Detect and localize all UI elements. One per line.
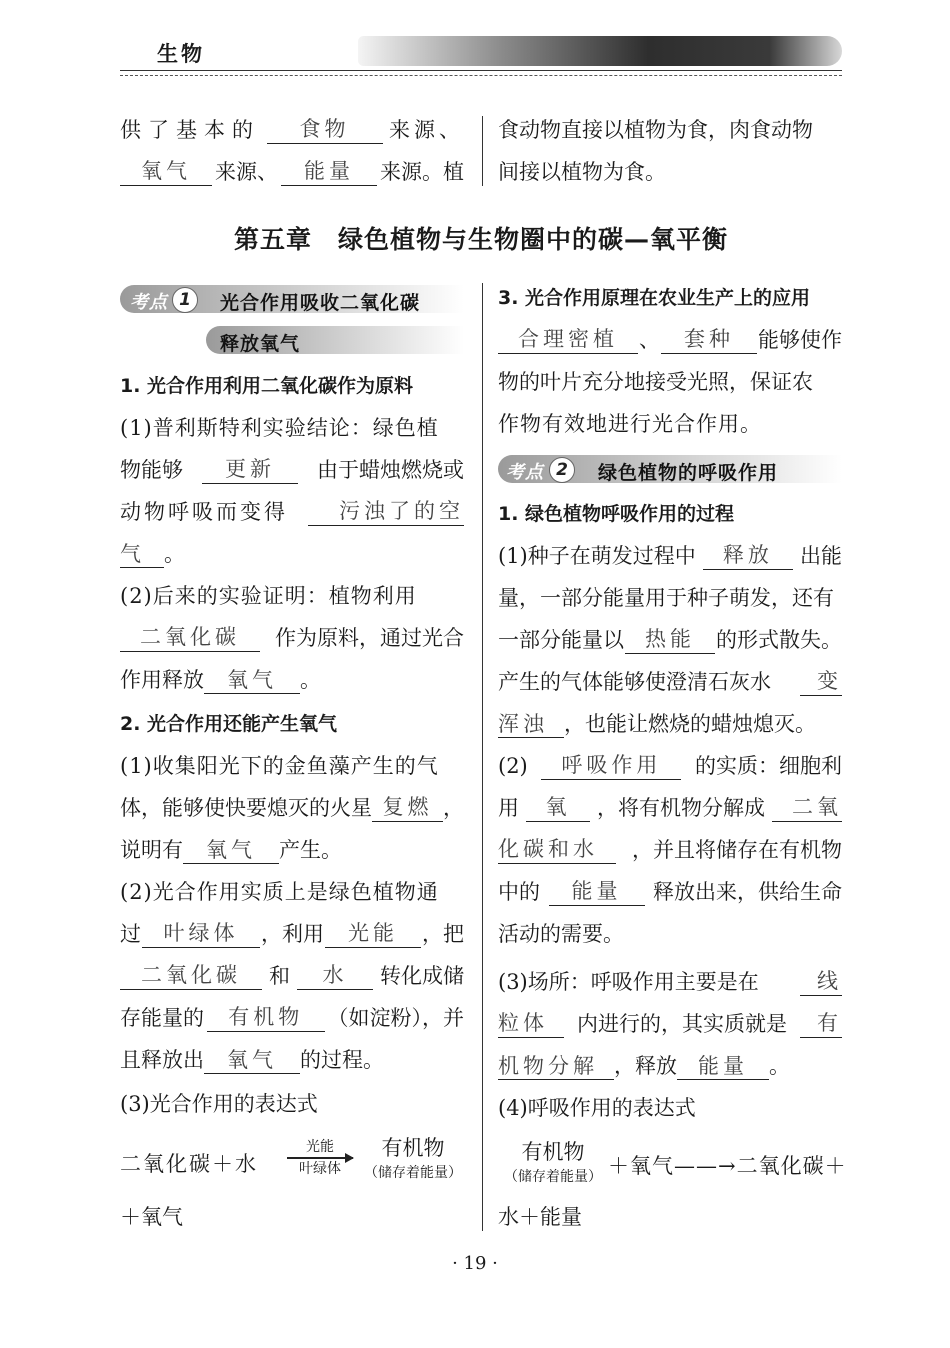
text: 供了基本的 bbox=[120, 118, 260, 142]
paragraph-line: (1)收集阳光下的金鱼藻产生的气 bbox=[120, 754, 439, 778]
kaodian-1-title: 光合作用吸收二氧化碳 bbox=[220, 292, 421, 314]
text: 存能量的 bbox=[120, 1006, 204, 1030]
answer-blank: 复燃 bbox=[372, 794, 443, 822]
text: 来源、 bbox=[389, 118, 464, 142]
page-number: · 19 · bbox=[452, 1253, 498, 1274]
reaction-arrow bbox=[284, 1138, 356, 1178]
text: 产生的气体能够使澄清石灰水 bbox=[498, 670, 771, 694]
text: (1)种子在萌发过程中 bbox=[498, 544, 696, 568]
answer-blank: 氧气 bbox=[183, 837, 279, 864]
paragraph-line bbox=[120, 1046, 384, 1074]
text: 作为原料，通过光合 bbox=[275, 626, 464, 650]
equation-tail: 水＋能量 bbox=[498, 1205, 582, 1229]
equation-rest: ＋氧气——→二氧化碳＋ bbox=[608, 1154, 847, 1178]
answer-blank: 合理密植 bbox=[498, 326, 638, 354]
text: 用 bbox=[498, 796, 519, 820]
answer-blank: 有机物 bbox=[207, 1004, 325, 1032]
kaodian-label: 考点 bbox=[130, 292, 168, 313]
section-heading: 1. 绿色植物呼吸作用的过程 bbox=[498, 503, 735, 525]
text: ，并且将储存在有机物 bbox=[632, 838, 842, 862]
header-decoration-bar bbox=[358, 36, 842, 66]
text: 由于蜡烛燃烧或 bbox=[317, 458, 464, 482]
answer-blank: 套种 bbox=[661, 326, 757, 354]
answer-blank: 能量 bbox=[549, 878, 645, 906]
text: 、 bbox=[639, 328, 660, 352]
paragraph-line bbox=[498, 710, 816, 738]
text: 动物呼吸而变得 bbox=[120, 500, 288, 524]
text: (3)场所：呼吸作用主要是在 bbox=[498, 970, 759, 994]
top-left-line-1 bbox=[120, 116, 464, 144]
text: 出能 bbox=[800, 544, 842, 568]
paragraph-line bbox=[498, 1052, 790, 1080]
text: 和 bbox=[269, 964, 290, 988]
text: 体，能够使快要熄灭的火星 bbox=[120, 796, 372, 820]
paragraph-line bbox=[498, 1010, 842, 1038]
column-divider bbox=[482, 283, 483, 1231]
paragraph-line bbox=[498, 626, 842, 654]
text: ，将有机物分解成 bbox=[597, 796, 765, 820]
column-divider bbox=[482, 116, 483, 186]
text: 物能够 bbox=[120, 458, 183, 482]
product-note: （储存着能量） bbox=[364, 1165, 462, 1181]
answer-blank: 二氧 bbox=[772, 794, 842, 822]
answer-blank: 氧气 bbox=[204, 1047, 300, 1074]
paragraph-line bbox=[120, 962, 464, 990]
arrow-condition-top: 光能 bbox=[306, 1139, 334, 1155]
text: (2) bbox=[498, 754, 528, 778]
answer-blank: 食物 bbox=[267, 116, 383, 144]
paragraph-line bbox=[498, 968, 842, 996]
paragraph-line: 作物有效地进行光合作用。 bbox=[498, 412, 762, 436]
paragraph-line bbox=[120, 666, 321, 694]
answer-blank: 氧气 bbox=[204, 667, 300, 694]
answer-blank: 氧 bbox=[526, 794, 590, 822]
kaodian-number-badge: 2 bbox=[549, 457, 575, 483]
text: 来源、 bbox=[215, 160, 278, 184]
text: 一部分能量以 bbox=[498, 628, 624, 652]
kaodian-number-badge: 1 bbox=[172, 287, 198, 313]
answer-blank: 水 bbox=[297, 962, 373, 990]
paragraph-line bbox=[120, 794, 464, 822]
equation-lhs: 二氧化碳＋水 bbox=[120, 1152, 258, 1176]
paragraph-line: (2)后来的实验证明：植物利用 bbox=[120, 584, 417, 608]
answer-blank: 有 bbox=[800, 1010, 842, 1038]
paragraph-line: 活动的需要。 bbox=[498, 922, 624, 946]
text: 的过程。 bbox=[300, 1048, 384, 1072]
answer-blank: 机物分解 bbox=[498, 1053, 614, 1080]
section-heading: 2. 光合作用还能产生氧气 bbox=[120, 713, 338, 735]
text: 。 bbox=[769, 1054, 790, 1078]
answer-blank: 更新 bbox=[202, 456, 298, 484]
text: 的实质：细胞利 bbox=[695, 754, 842, 778]
answer-blank: 呼吸作用 bbox=[541, 752, 681, 780]
text: 中的 bbox=[498, 880, 540, 904]
answer-blank: 变 bbox=[800, 668, 842, 696]
paragraph-line bbox=[498, 752, 842, 780]
text: 作用释放 bbox=[120, 668, 204, 692]
equation-product bbox=[358, 1134, 468, 1182]
paragraph-line: 物的叶片充分地接受光照，保证农 bbox=[498, 370, 813, 394]
answer-blank: 污浊了的空 bbox=[308, 498, 464, 526]
paragraph-line bbox=[498, 326, 842, 354]
paragraph-line: (2)光合作用实质上是绿色植物通 bbox=[120, 880, 439, 904]
equation-reactant bbox=[498, 1138, 608, 1186]
text: 。 bbox=[164, 542, 185, 566]
top-right-line-1: 食动物直接以植物为食，肉食动物 bbox=[498, 118, 813, 142]
arrow-icon bbox=[287, 1157, 353, 1159]
header-rule bbox=[120, 70, 842, 71]
chapter-title: 第五章 绿色植物与生物圈中的碳—氧平衡 bbox=[233, 225, 728, 254]
answer-blank: 能量 bbox=[677, 1053, 769, 1080]
paragraph-line bbox=[120, 836, 342, 864]
top-left-line-2 bbox=[120, 158, 464, 186]
text: 的形式散失。 bbox=[716, 628, 842, 652]
answer-blank: 释放 bbox=[703, 542, 793, 570]
text: ，把 bbox=[422, 922, 464, 946]
answer-blank: 线 bbox=[800, 968, 842, 996]
answer-blank: 粒体 bbox=[498, 1010, 564, 1038]
reactant-name: 有机物 bbox=[521, 1140, 585, 1164]
answer-blank: 化碳和水 bbox=[498, 836, 616, 864]
paragraph-line bbox=[498, 668, 842, 696]
text: ，利用 bbox=[261, 922, 324, 946]
paragraph-line bbox=[120, 1004, 464, 1032]
answer-blank: 光能 bbox=[325, 920, 421, 948]
paragraph-line bbox=[498, 878, 842, 906]
answer-blank: 能量 bbox=[281, 158, 377, 186]
answer-blank: 浑浊 bbox=[498, 711, 564, 738]
text: ， bbox=[443, 796, 464, 820]
paragraph-line bbox=[120, 498, 464, 526]
kaodian-label: 考点 bbox=[506, 462, 544, 483]
equation-tail: ＋氧气 bbox=[120, 1205, 183, 1229]
text: 转化成储 bbox=[380, 964, 464, 988]
answer-blank: 气 bbox=[120, 541, 164, 568]
text: 说明有 bbox=[120, 838, 183, 862]
section-heading: 1. 光合作用利用二氧化碳作为原料 bbox=[120, 375, 414, 397]
answer-blank: 二氧化碳 bbox=[120, 962, 262, 990]
text: 释放出来，供给生命 bbox=[653, 880, 842, 904]
text: ，也能让燃烧的蜡烛熄灭。 bbox=[564, 712, 816, 736]
paragraph-line bbox=[120, 920, 464, 948]
paragraph-line bbox=[498, 542, 842, 570]
kaodian-2-title: 绿色植物的呼吸作用 bbox=[598, 462, 779, 484]
text: （如淀粉），并 bbox=[327, 1006, 464, 1030]
text: 且释放出 bbox=[120, 1048, 204, 1072]
text: 。 bbox=[300, 668, 321, 692]
subject-title: 生物 bbox=[157, 42, 205, 66]
paragraph-line: (1)普利斯特利实验结论：绿色植 bbox=[120, 416, 439, 440]
product-name: 有机物 bbox=[381, 1136, 445, 1160]
text: 内进行的，其实质就是 bbox=[577, 1012, 787, 1036]
text: 产生。 bbox=[279, 838, 342, 862]
reactant-note: （储存着能量） bbox=[504, 1169, 602, 1185]
answer-blank: 叶绿体 bbox=[142, 920, 260, 948]
paragraph-line bbox=[120, 624, 464, 652]
text: 过 bbox=[120, 922, 141, 946]
arrow-condition-bottom: 叶绿体 bbox=[299, 1160, 341, 1177]
header-dashed-rule bbox=[120, 75, 842, 76]
paragraph-line bbox=[120, 540, 185, 568]
paragraph-line: (4)呼吸作用的表达式 bbox=[498, 1096, 696, 1120]
top-right-line-2: 间接以植物为食。 bbox=[498, 160, 666, 184]
answer-blank: 氧气 bbox=[120, 158, 212, 186]
answer-blank: 二氧化碳 bbox=[120, 624, 260, 652]
text: ，释放 bbox=[614, 1054, 677, 1078]
paragraph-line bbox=[498, 794, 842, 822]
paragraph-line bbox=[498, 836, 842, 864]
paragraph-line: (3)光合作用的表达式 bbox=[120, 1092, 318, 1116]
paragraph-line bbox=[120, 456, 464, 484]
paragraph-line: 量，一部分能量用于种子萌发，还有 bbox=[498, 586, 834, 610]
answer-blank: 热能 bbox=[625, 626, 715, 654]
kaodian-1-title-2: 释放氧气 bbox=[220, 333, 301, 355]
text: 来源。植 bbox=[380, 160, 464, 184]
section-heading: 3. 光合作用原理在农业生产上的应用 bbox=[498, 287, 811, 309]
text: 能够使作 bbox=[758, 328, 842, 352]
